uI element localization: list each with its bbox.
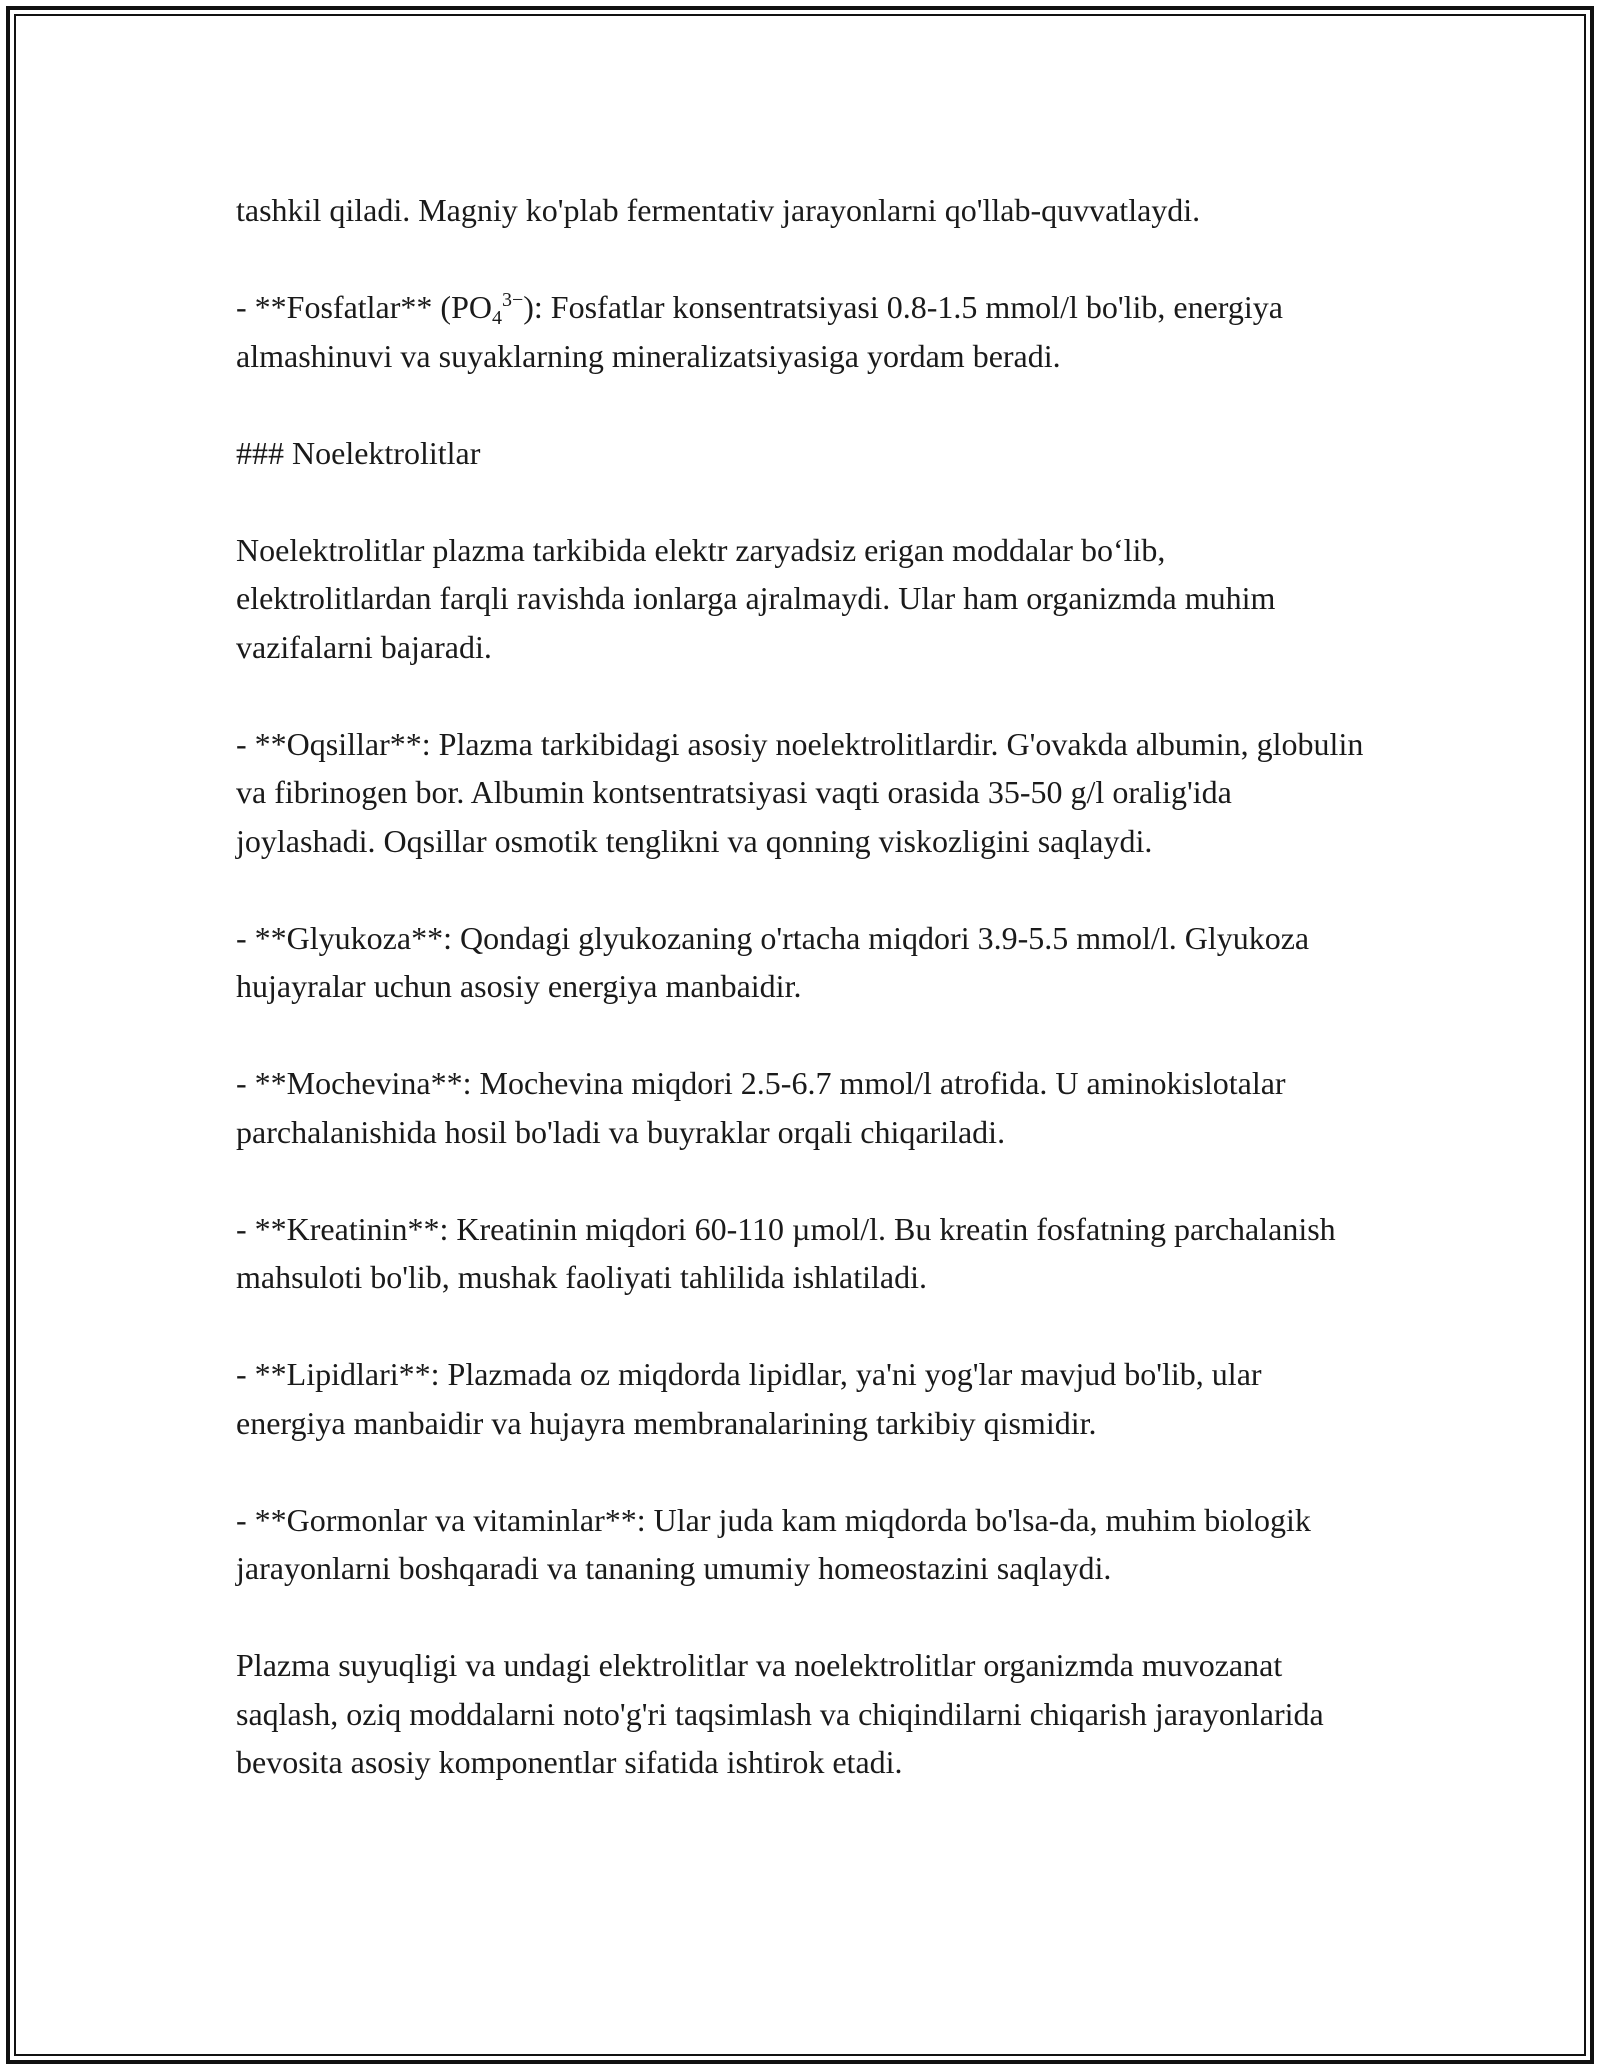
list-item-kreatinin: - **Kreatinin**: Kreatinin miqdori 60-110 µmol/l. Bu kreatin fosfatning parchalanish mahsuloti bo'lib, mushak faoliyati tahlilida ishlatiladi. — [236, 1210, 1336, 1295]
intro-paragraph: Noelektrolitlar plazma tarkibida elektr zaryadsiz erigan moddalar bo‘lib, elektrolitlardan farqli ravishda ionlarga ajralmaydi. Ular ham organizmda muhim vazifalarni bajaradi. — [236, 531, 1276, 665]
list-item-oqsillar: - **Oqsillar**: Plazma tarkibidagi asosiy noelektrolitlardir. G'ovakda albumin, globulin va fibrinogen bor. Albumin kontsentratsiyasi vaqti orasida 35-50 g/l oralig'ida joylashadi. Oqsillar osmotik tenglikni va qonning viskozligini saqlaydi. — [236, 725, 1364, 859]
section-heading: ### Noelektrolitlar — [236, 434, 481, 471]
list-item-gormonlar: - **Gormonlar va vitaminlar**: Ular juda kam miqdorda bo'lsa-da, muhim biologik jarayonlarni boshqaradi va tananing umumiy homeostazini saqlaydi. — [236, 1501, 1311, 1586]
fosfatlar-subscript: 4 — [491, 307, 502, 329]
fosfatlar-prefix: - **Fosfatlar** (PO — [236, 289, 492, 325]
list-item-mochevina: - **Mochevina**: Mochevina miqdori 2.5-6.7 mmol/l atrofida. U aminokislotalar parchalanishida hosil bo'ladi va buyraklar orqali chiqariladi. — [236, 1065, 1286, 1150]
fosfatlar-suffix: ): Fosfatlar konsentratsiyasi 0.8-1.5 mmol/l bo'lib, energiya almashinuvi va suyaklarning mineralizatsiyasiga yordam beradi. — [236, 289, 1283, 374]
closing-paragraph: Plazma suyuqligi va undagi elektrolitlar va noelektrolitlar organizmda muvozanat saqlash, oziq moddalarni noto'g'ri taqsimlash va chiqindilarni chiqarish jarayonlarida bevosita asosiy komponentlar sifatida ishtirok etadi. — [236, 1647, 1324, 1780]
fosfatlar-item — [236, 283, 1366, 380]
document-body — [236, 186, 1366, 1787]
list-item-glyukoza: - **Glyukoza**: Qondagi glyukozaning o'rtacha miqdori 3.9-5.5 mmol/l. Glyukoza hujayralar uchun asosiy energiya manbaidir. — [236, 919, 1310, 1004]
fosfatlar-superscript: 3− — [501, 289, 524, 311]
continuation-paragraph: tashkil qiladi. Magniy ko'plab fermentativ jarayonlarni qo'llab-quvvatlaydi. — [236, 192, 1201, 228]
list-item-lipidlari: - **Lipidlari**: Plazmada oz miqdorda lipidlar, ya'ni yog'lar mavjud bo'lib, ular energiya manbaidir va hujayra membranalarining tarkibiy qismidir. — [236, 1356, 1262, 1441]
